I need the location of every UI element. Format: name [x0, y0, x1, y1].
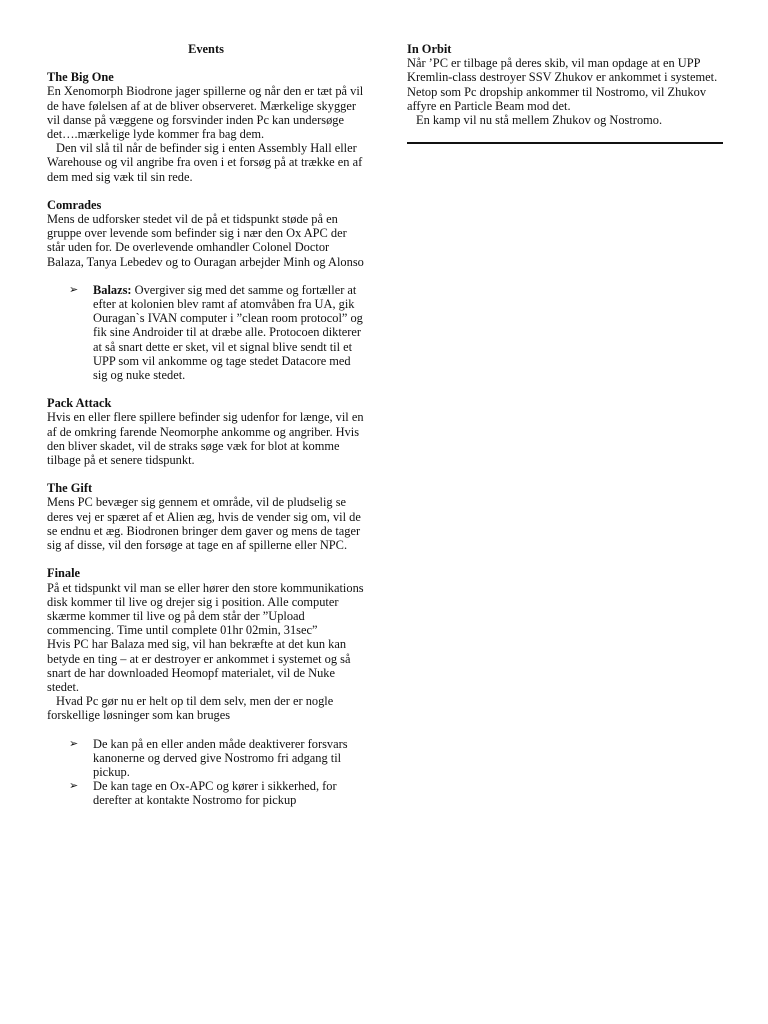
section-pack-attack	[47, 396, 365, 467]
bullet-text-balazs: Overgiver sig med det samme og fortæller at efter at kolonien blev ramt af atomvåben fra UA, gik Ouragan`s IVAN computer i ”clean room protocol” og fik sine Androider til at dræbe alle. Protocoen dikterer at så snart dette er sket, vil et signal blive sendt til et UPP som vil ankomme og tage stedet Datacore med sig og nuke stedet.	[93, 282, 363, 383]
section-title-in-orbit: In Orbit	[407, 42, 452, 56]
comrades-bullet-list	[47, 283, 365, 382]
finale-bullet-list	[47, 737, 365, 808]
in-orbit-paragraph-2: En kamp vil nu stå mellem Zhukov og Nostromo.	[416, 113, 663, 128]
comrades-paragraph-1: Mens de udforsker stedet vil de på et tidspunkt støde på en gruppe over levende som befinder sig i nær den Ox APC der står uden for. De overlevende omhandler Colonel Doctor Balaza, Tanya Lebedev og to Ouragan arbejder Minh og Alonso	[47, 212, 364, 269]
horizontal-rule	[407, 142, 723, 144]
list-item	[47, 737, 365, 780]
arrowhead-bullet-icon: ➢	[69, 736, 79, 750]
bullet-name-balazs: Balazs:	[93, 282, 132, 297]
finale-paragraph-2: Hvis PC har Balaza med sig, vil han bekræfte at det kun kan betyde en ting – at er destroyer er ankommet i systemet og så snart de har downloaded Heomopf materialet, vil de Nuke stedet.	[47, 637, 351, 694]
arrowhead-bullet-icon: ➢	[69, 779, 79, 793]
document-heading: Events	[188, 42, 224, 56]
arrowhead-bullet-icon: ➢	[69, 282, 79, 296]
section-comrades	[47, 198, 365, 382]
pack-attack-paragraph-1: Hvis en eller flere spillere befinder sig udenfor for længe, vil en af de omkring farende Neomorphe ankomme og angriber. Hvis den bliver skadet, vil de straks søge væk for blot at komme tilbage på et senere tidspunkt.	[47, 410, 364, 468]
section-title-finale: Finale	[47, 566, 81, 581]
in-orbit-paragraph-1: Når ’PC er tilbage på deres skib, vil man opdage at en UPP Kremlin-class destroyer SSV Zhukov er ankommet i systemet. Netop som Pc dropship ankommer til Nostromo, vil Zhukov affyre en Particle Beam mod det.	[407, 56, 718, 113]
section-title-the-gift: The Gift	[47, 481, 93, 496]
section-in-orbit	[407, 42, 723, 127]
finale-paragraph-1: På et tidspunkt vil man se eller hører den store kommunikations disk kommer til live og drejer sig i position. Alle computer skærme kommer til live og på dem står der ”Upload commencing. Time until complete 01hr 02min, 31sec”	[47, 580, 364, 638]
section-title-pack-attack: Pack Attack	[47, 396, 112, 411]
list-item	[47, 779, 365, 807]
right-column	[407, 42, 723, 144]
section-title-big-one: The Big One	[47, 70, 114, 85]
list-item	[47, 283, 365, 382]
finale-paragraph-3: Hvad Pc gør nu er helt op til dem selv, men der er nogle forskellige løsninger som kan bruges	[47, 694, 334, 723]
section-big-one	[47, 70, 365, 184]
section-the-gift	[47, 481, 365, 552]
big-one-paragraph-1: En Xenomorph Biodrone jager spillerne og når den er tæt på vil de have følelsen af at de bliver observeret. Mærkelige skygger vil danse på væggene og forsvinder inden Pc kan undersøge det….mærkelige lyde kommer fra bag dem.	[47, 84, 364, 142]
section-title-comrades: Comrades	[47, 197, 102, 212]
section-finale	[47, 566, 365, 807]
big-one-paragraph-2: Den vil slå til når de befinder sig i enten Assembly Hall eller Warehouse og vil angribe fra oven i et forsøg på at trække en af dem med sig væk til sin rede.	[47, 141, 363, 184]
left-column	[47, 42, 365, 822]
finale-bullet-text: De kan tage en Ox-APC og kører i sikkerhed, for derefter at kontakte Nostromo for pickup	[93, 779, 337, 808]
gift-paragraph-1: Mens PC bevæger sig gennem et område, vil de pludselig se deres vej er spæret af et Alien æg, hvis de vender sig om, vil de se endnu et æg. Biodronen bringer dem gaver og mens de tager sig af disse, vil den forsøge at tage en af spillerne eller NPC.	[47, 495, 361, 553]
finale-bullet-text: De kan på en eller anden måde deaktiverer forsvars kanonerne og derved give Nostromo fri adgang til pickup.	[93, 736, 348, 779]
